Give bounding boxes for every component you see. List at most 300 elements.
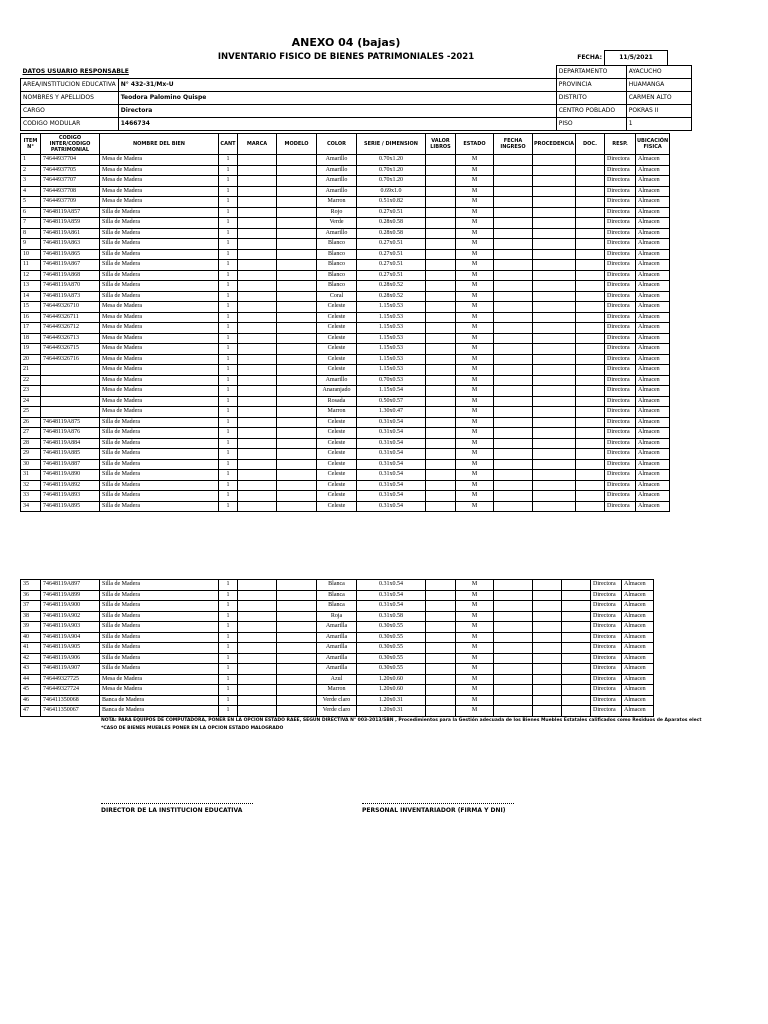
table-cell: Directora <box>605 228 636 239</box>
table-cell <box>238 365 277 376</box>
table-cell: 1 <box>219 407 238 418</box>
column-header: MARCA <box>238 134 277 155</box>
table-cell <box>277 186 317 197</box>
table-cell: Celeste <box>317 354 357 365</box>
table-cell: M <box>456 239 494 250</box>
table-cell: 74648119A902 <box>41 611 100 622</box>
table-cell: 1 <box>219 501 238 512</box>
table-cell: 1 <box>219 664 238 675</box>
table-row <box>21 354 670 365</box>
table-cell <box>533 239 576 250</box>
table-cell: 1 <box>219 176 238 187</box>
table-cell: Almacen <box>636 291 670 302</box>
table-cell: Almacen <box>622 580 654 591</box>
table-cell <box>533 365 576 376</box>
table-row <box>21 344 670 355</box>
table-row <box>21 228 670 239</box>
table-cell <box>494 365 533 376</box>
table-cell: Mesa de Madera <box>100 407 219 418</box>
table-cell: 33 <box>21 491 41 502</box>
table-cell <box>562 653 591 664</box>
table-cell <box>576 270 605 281</box>
table-cell: 1 <box>219 291 238 302</box>
table-cell: M <box>456 611 494 622</box>
table-cell: 74648119A868 <box>41 270 100 281</box>
table-row <box>21 407 670 418</box>
table-cell: 2 <box>21 165 41 176</box>
table-cell: 1 <box>219 333 238 344</box>
user-info-table <box>20 65 692 131</box>
table-cell <box>494 407 533 418</box>
table-cell: Almacen <box>636 281 670 292</box>
table-cell: Directora <box>605 176 636 187</box>
table-cell: M <box>456 281 494 292</box>
table-cell: Rojo <box>317 207 357 218</box>
table-cell <box>277 632 317 643</box>
table-cell <box>426 291 456 302</box>
table-cell <box>426 695 456 706</box>
table-cell <box>238 695 277 706</box>
table-cell: M <box>456 653 494 664</box>
table-cell: 32 <box>21 480 41 491</box>
table-row <box>21 470 670 481</box>
field-label: CARGO <box>21 105 119 118</box>
table-cell: Banca de Madera <box>100 706 219 717</box>
table-cell <box>426 396 456 407</box>
table-cell <box>238 590 277 601</box>
table-cell: 1 <box>219 228 238 239</box>
table-cell <box>426 611 456 622</box>
table-cell: 1 <box>219 312 238 323</box>
table-cell: 74648119A897 <box>41 580 100 591</box>
table-cell <box>494 165 533 176</box>
table-cell: 0.70x0.53 <box>357 375 426 386</box>
table-cell <box>426 176 456 187</box>
table-cell: Amarillo <box>317 228 357 239</box>
table-cell <box>426 281 456 292</box>
column-header: UBICACIÓN FISICA <box>636 134 670 155</box>
table-cell <box>576 207 605 218</box>
table-cell: 746449326710 <box>41 302 100 313</box>
table-cell <box>576 480 605 491</box>
table-cell: Almacen <box>636 207 670 218</box>
table-cell: Directora <box>605 407 636 418</box>
table-cell: 1.15x0.53 <box>357 312 426 323</box>
table-cell: Amarillo <box>317 176 357 187</box>
table-cell: 1.15x0.53 <box>357 323 426 334</box>
table-cell <box>238 501 277 512</box>
table-cell: Directora <box>605 470 636 481</box>
table-cell: 1 <box>219 611 238 622</box>
table-cell: 19 <box>21 344 41 355</box>
table-cell <box>277 438 317 449</box>
table-cell <box>238 622 277 633</box>
table-cell: Directora <box>605 501 636 512</box>
table-cell: 1.15x0.53 <box>357 344 426 355</box>
table-cell: 1.15x0.53 <box>357 333 426 344</box>
table-cell: 1 <box>219 480 238 491</box>
table-cell <box>426 601 456 612</box>
table-cell: Marron <box>317 685 357 696</box>
table-cell: 1 <box>219 197 238 208</box>
table-cell: 37 <box>21 601 41 612</box>
table-cell: 1 <box>219 643 238 654</box>
table-cell: 746449326716 <box>41 354 100 365</box>
table-cell: 0.27x0.51 <box>357 249 426 260</box>
table-cell: 14 <box>21 291 41 302</box>
table-cell <box>494 601 533 612</box>
table-cell: Amarillo <box>317 186 357 197</box>
table-cell: Directora <box>605 197 636 208</box>
table-cell: 1 <box>219 186 238 197</box>
column-header: RESP. <box>605 134 636 155</box>
table-cell: M <box>456 176 494 187</box>
table-cell <box>576 249 605 260</box>
table-cell <box>533 228 576 239</box>
table-row <box>21 365 670 376</box>
table-cell <box>426 417 456 428</box>
table-cell <box>494 197 533 208</box>
table-cell: 74644937705 <box>41 165 100 176</box>
table-cell: 36 <box>21 590 41 601</box>
table-cell: Almacen <box>622 632 654 643</box>
table-cell <box>426 622 456 633</box>
table-cell <box>238 239 277 250</box>
table-cell: Almacen <box>636 449 670 460</box>
table-cell <box>426 407 456 418</box>
table-cell <box>562 590 591 601</box>
table-cell <box>494 611 533 622</box>
table-cell: M <box>456 228 494 239</box>
table-cell: Almacen <box>636 386 670 397</box>
date-box <box>538 50 668 66</box>
table-cell: Almacen <box>636 344 670 355</box>
table-cell: Celeste <box>317 470 357 481</box>
table-row <box>21 601 654 612</box>
table-row <box>21 417 670 428</box>
table-cell: 21 <box>21 365 41 376</box>
table-cell: M <box>456 207 494 218</box>
table-cell: 74648119A900 <box>41 601 100 612</box>
table-cell <box>494 386 533 397</box>
table-cell <box>533 643 562 654</box>
column-header: CANT <box>219 134 238 155</box>
table-cell: 1 <box>219 396 238 407</box>
table-cell: Amarilla <box>317 643 357 654</box>
table-cell <box>576 197 605 208</box>
table-cell <box>41 396 100 407</box>
table-cell: Celeste <box>317 302 357 313</box>
table-cell: 74648119A870 <box>41 281 100 292</box>
page-title: ANEXO 04 (bajas) <box>291 36 401 49</box>
table-cell: M <box>456 438 494 449</box>
table-cell <box>277 622 317 633</box>
table-cell <box>576 239 605 250</box>
table-cell <box>426 165 456 176</box>
table-cell <box>533 218 576 229</box>
table-cell <box>238 375 277 386</box>
table-cell: 746449326711 <box>41 312 100 323</box>
table-cell <box>426 365 456 376</box>
table-cell: 0.31x0.54 <box>357 601 426 612</box>
table-cell <box>238 685 277 696</box>
table-cell: Almacen <box>636 228 670 239</box>
table-cell <box>426 449 456 460</box>
table-cell: Celeste <box>317 417 357 428</box>
table-cell: Directora <box>605 386 636 397</box>
table-cell: 746449326713 <box>41 333 100 344</box>
table-cell <box>277 197 317 208</box>
table-cell <box>426 218 456 229</box>
table-row <box>21 501 670 512</box>
table-cell: M <box>456 344 494 355</box>
table-cell <box>562 674 591 685</box>
table-cell: M <box>456 333 494 344</box>
table-cell: 1.15x0.53 <box>357 354 426 365</box>
table-cell <box>426 302 456 313</box>
table-cell <box>533 674 562 685</box>
table-cell: Silla de Madera <box>100 580 219 591</box>
table-cell <box>576 218 605 229</box>
table-cell: Directora <box>591 674 622 685</box>
table-cell <box>494 501 533 512</box>
inventory-table-part-2 <box>20 579 654 717</box>
table-cell <box>426 580 456 591</box>
table-row <box>21 375 670 386</box>
table-cell <box>576 165 605 176</box>
table-cell <box>576 407 605 418</box>
table-cell: 74648119A857 <box>41 207 100 218</box>
table-cell: 0.69x1.0 <box>357 186 426 197</box>
table-cell <box>494 333 533 344</box>
table-cell: 47 <box>21 706 41 717</box>
table-cell: Amarillo <box>317 165 357 176</box>
table-cell <box>576 354 605 365</box>
table-cell <box>238 470 277 481</box>
table-cell: Mesa de Madera <box>100 344 219 355</box>
table-cell: Directora <box>605 312 636 323</box>
table-cell: 746449326712 <box>41 323 100 334</box>
table-cell: Directora <box>605 333 636 344</box>
table-cell: 1 <box>219 590 238 601</box>
table-cell <box>576 312 605 323</box>
table-cell <box>533 664 562 675</box>
table-cell: 74648119A876 <box>41 428 100 439</box>
table-cell <box>277 407 317 418</box>
table-cell <box>494 396 533 407</box>
table-cell <box>533 375 576 386</box>
table-cell: Celeste <box>317 480 357 491</box>
table-cell <box>426 323 456 334</box>
table-cell <box>494 228 533 239</box>
table-cell: Almacen <box>622 664 654 675</box>
table-cell <box>494 590 533 601</box>
table-cell <box>576 386 605 397</box>
table-row <box>21 291 670 302</box>
table-cell: Silla de Madera <box>100 590 219 601</box>
table-row <box>21 491 670 502</box>
table-cell <box>533 323 576 334</box>
table-cell: 1 <box>219 270 238 281</box>
table-cell <box>494 312 533 323</box>
table-cell <box>494 438 533 449</box>
table-cell: 31 <box>21 470 41 481</box>
note-computer-equipment: NOTA: PARA EQUIPOS DE COMPUTADORA, PONER EN LA OPCION ESTADO RAEE, SEGUN DIRECTIVA N° 003-2013/SBN , Procedimientos para la Gestión adecuada de los Bienes Muebles Estatales calificados como Residuos de Aparatos elect <box>101 718 702 723</box>
table-cell <box>277 207 317 218</box>
table-cell <box>238 417 277 428</box>
table-cell: 74648119A892 <box>41 480 100 491</box>
table-cell: Almacen <box>636 365 670 376</box>
table-cell: 74648119A885 <box>41 449 100 460</box>
table-cell: Directora <box>605 186 636 197</box>
table-cell: Blanco <box>317 281 357 292</box>
table-cell: 74648119A890 <box>41 470 100 481</box>
table-cell <box>426 375 456 386</box>
table-cell <box>576 186 605 197</box>
table-cell: M <box>456 622 494 633</box>
table-cell: 8 <box>21 228 41 239</box>
table-cell: Directora <box>605 354 636 365</box>
table-cell <box>533 186 576 197</box>
table-cell <box>238 165 277 176</box>
table-cell <box>562 622 591 633</box>
table-cell <box>426 501 456 512</box>
table-cell: Mesa de Madera <box>100 302 219 313</box>
table-cell <box>277 165 317 176</box>
table-cell <box>277 611 317 622</box>
field-value: Directora <box>118 105 556 118</box>
table-cell <box>426 354 456 365</box>
table-cell: 0.50x0.57 <box>357 396 426 407</box>
table-cell <box>277 449 317 460</box>
table-cell: 26 <box>21 417 41 428</box>
table-cell: 1 <box>219 632 238 643</box>
table-cell <box>426 643 456 654</box>
table-cell <box>426 344 456 355</box>
table-cell: Almacen <box>636 428 670 439</box>
table-cell: 0.31x0.54 <box>357 501 426 512</box>
table-cell <box>277 365 317 376</box>
table-cell: Silla de Madera <box>100 459 219 470</box>
table-cell <box>494 470 533 481</box>
table-cell <box>426 270 456 281</box>
table-cell: 43 <box>21 664 41 675</box>
table-cell <box>494 449 533 460</box>
table-cell <box>562 695 591 706</box>
table-cell: Almacen <box>636 480 670 491</box>
table-cell: Almacen <box>636 239 670 250</box>
table-cell <box>238 396 277 407</box>
table-cell <box>277 333 317 344</box>
table-cell <box>576 344 605 355</box>
table-cell <box>426 491 456 502</box>
table-cell: M <box>456 354 494 365</box>
column-header: FECHA INGRESO <box>494 134 533 155</box>
table-cell <box>533 459 576 470</box>
table-cell: Celeste <box>317 459 357 470</box>
table-row <box>21 438 670 449</box>
table-cell <box>238 480 277 491</box>
table-cell: Directora <box>605 417 636 428</box>
table-cell: 1 <box>219 685 238 696</box>
table-cell <box>533 333 576 344</box>
table-row <box>21 155 670 166</box>
table-cell: 1 <box>219 417 238 428</box>
table-cell <box>576 375 605 386</box>
table-cell <box>238 386 277 397</box>
table-cell <box>277 323 317 334</box>
field-label: NOMBRES Y APELLIDOS <box>21 92 119 105</box>
table-cell <box>426 706 456 717</box>
table-cell: 13 <box>21 281 41 292</box>
table-cell <box>562 706 591 717</box>
table-cell <box>238 611 277 622</box>
table-cell: Blanco <box>317 270 357 281</box>
table-cell <box>533 428 576 439</box>
table-cell <box>533 417 576 428</box>
table-cell: M <box>456 302 494 313</box>
table-cell <box>238 323 277 334</box>
table-cell: 22 <box>21 375 41 386</box>
table-cell: Silla de Madera <box>100 218 219 229</box>
table-cell <box>533 653 562 664</box>
table-cell: Directora <box>605 165 636 176</box>
table-cell: 0.27x0.51 <box>357 270 426 281</box>
table-cell <box>494 706 533 717</box>
table-cell <box>494 302 533 313</box>
table-cell: 0.28x0.58 <box>357 218 426 229</box>
table-cell <box>277 155 317 166</box>
table-cell <box>277 218 317 229</box>
table-cell <box>238 197 277 208</box>
table-cell: 1 <box>219 260 238 271</box>
table-cell: 0.28x0.52 <box>357 291 426 302</box>
table-cell: M <box>456 155 494 166</box>
table-cell <box>238 312 277 323</box>
table-cell <box>238 580 277 591</box>
table-cell: 0.31x0.54 <box>357 580 426 591</box>
table-cell: 74648119A903 <box>41 622 100 633</box>
table-cell <box>533 470 576 481</box>
table-cell: Almacen <box>622 611 654 622</box>
table-cell: Almacen <box>622 622 654 633</box>
table-cell: Almacen <box>622 601 654 612</box>
table-cell: Banca de Madera <box>100 695 219 706</box>
field-value: N° 432-31/Mx-U <box>118 79 556 92</box>
table-cell: 35 <box>21 580 41 591</box>
table-cell: 0.30x0.55 <box>357 622 426 633</box>
table-cell: Almacen <box>636 165 670 176</box>
table-cell: Directora <box>605 459 636 470</box>
table-cell <box>533 165 576 176</box>
table-cell: Directora <box>591 590 622 601</box>
table-cell: Silla de Madera <box>100 632 219 643</box>
table-cell <box>494 653 533 664</box>
table-cell <box>533 706 562 717</box>
table-cell <box>533 480 576 491</box>
table-row <box>21 611 654 622</box>
table-cell <box>494 323 533 334</box>
table-cell: 1 <box>219 470 238 481</box>
table-cell: M <box>456 470 494 481</box>
table-cell <box>238 207 277 218</box>
table-cell: 5 <box>21 197 41 208</box>
table-cell: Roja <box>317 611 357 622</box>
table-cell <box>533 632 562 643</box>
table-cell <box>562 601 591 612</box>
table-cell <box>576 438 605 449</box>
table-cell: 1 <box>219 601 238 612</box>
